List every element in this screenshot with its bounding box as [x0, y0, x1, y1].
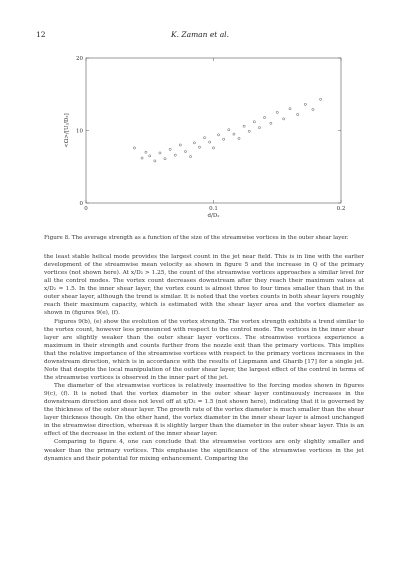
running-head: K. Zaman et al.	[171, 30, 229, 39]
body-text	[44, 253, 364, 463]
y-axis-label: <Ω>/[Uⱼ/D₂]	[64, 113, 70, 148]
data-point	[297, 113, 299, 115]
data-point	[159, 152, 161, 154]
x-tick-label: 0	[84, 206, 88, 212]
y-tick-label: 20	[76, 56, 83, 62]
data-point	[133, 147, 135, 149]
data-point	[228, 129, 230, 131]
data-point	[154, 160, 156, 162]
paragraph-1: the least stable helical mode provides the largest count in the jet near field. This is in line with the earlier development of the streamwise mean velocity as shown in figure 5 and the increase in Q of the primary vortices (not shown here). At x/D₂ > 1.25, the count of the streamwise vortices approaches a similar level for all the control modes. The vortex count decreases downstream after they reach their maximum values at x/D₂ ≈ 1.5. In the inner shear layer, the vortex count is almost three to four times smaller than that in the outer shear layer, although the trend is similar. It is noted that the vortex counts in both shear layers roughly reach their maximum capacity, which is estimated with the shear layer area and the vortex diameter as shown in (figures 9(e), (f).	[44, 254, 364, 317]
page-number: 12	[36, 30, 46, 39]
data-point	[248, 130, 250, 132]
data-point	[289, 108, 291, 110]
data-point	[304, 103, 306, 105]
x-tick-label: 0.1	[209, 206, 218, 212]
data-point	[149, 155, 151, 157]
figure-caption	[44, 235, 360, 242]
data-point	[270, 122, 272, 124]
data-point	[164, 158, 166, 160]
y-tick-label: 10	[76, 128, 83, 135]
data-point	[193, 142, 195, 144]
paragraph-3: The diameter of the streamwise vortices is relatively insensitive to the forcing modes shown in figures 9(c), (f). It is noted that the vortex diameter in the outer shear layer continuously increases in the downstream direction and does not level off at x/D₂ = 1.5 (not shown here), indicating that it is governed by the thickness of the outer shear layer. The growth rate of the vortex diameter is much smaller than the shear layer thickness though. On the other hand, the vortex diameter in the inner shear layer is almost unchanged in the streamwise direction, whereas it is slightly larger than the diameter in the outer shear layer. This is an effect of the decrease in the extent of the inner shear layer.	[44, 383, 364, 438]
data-point	[238, 137, 240, 139]
data-point	[312, 108, 314, 110]
data-point	[209, 141, 211, 143]
scatter-chart	[58, 56, 346, 219]
x-axis-label: d/D₂	[207, 213, 220, 219]
paragraph-2: Figures 9(b), (e) show the evolution of the vortex strength. The vortex strength exhibits a trend similar to the vortex count, however less pronounced with respect to the control mode. The vortices in the inner shear layer are slightly weaker than the outer shear layer vortices. The streamwise vortices experience a maximum in their strength and counts further from the nozzle exit than the primary vortices. This implies that the relative importance of the streamwise vortices with respect to the primary vortices increases in the downstream direction, which is in accordance with the results of Liepmann and Gharib [17] for a single jet. Note that despite the local manipulation of the outer shear layer, the largest effect of the control in terms of the streamwise vortices is observed in the inner part of the jet.	[44, 318, 364, 381]
data-point	[203, 137, 205, 139]
data-point	[263, 116, 265, 118]
x-tick-label: 0.2	[336, 206, 346, 212]
page-header	[36, 30, 364, 44]
data-point	[145, 151, 147, 153]
data-point	[253, 121, 255, 123]
data-point	[276, 111, 278, 113]
data-point	[233, 133, 235, 135]
paragraph-4: Comparing to figure 4, one can conclude that the streamwise vortices are only slightly smaller and weaker than the primary vortices. This emphasise the significance of the streamwise vortices in the jet dynamics and their potential for mixing enhancement. Comparing the	[44, 439, 364, 462]
caption-label: Figure 8.	[44, 235, 70, 241]
data-point	[212, 147, 214, 149]
chart-ticks	[76, 56, 345, 212]
y-tick-label: 0	[79, 201, 83, 207]
data-point	[283, 118, 285, 120]
data-point	[174, 154, 176, 156]
plot-frame	[86, 58, 341, 203]
chart-frame	[86, 58, 341, 203]
data-point	[320, 98, 322, 100]
data-point	[179, 144, 181, 146]
figure-8	[58, 56, 346, 219]
data-point	[198, 146, 200, 148]
data-point	[218, 134, 220, 136]
caption-text: The average strength as a function of the size of the streamwise vortices in the outer shear layer.	[71, 235, 349, 241]
data-point	[141, 157, 143, 159]
data-point	[189, 156, 191, 158]
data-point	[223, 138, 225, 140]
data-point	[184, 150, 186, 152]
chart-points	[133, 98, 321, 162]
data-point	[258, 127, 260, 129]
data-point	[169, 148, 171, 150]
data-point	[243, 125, 245, 127]
